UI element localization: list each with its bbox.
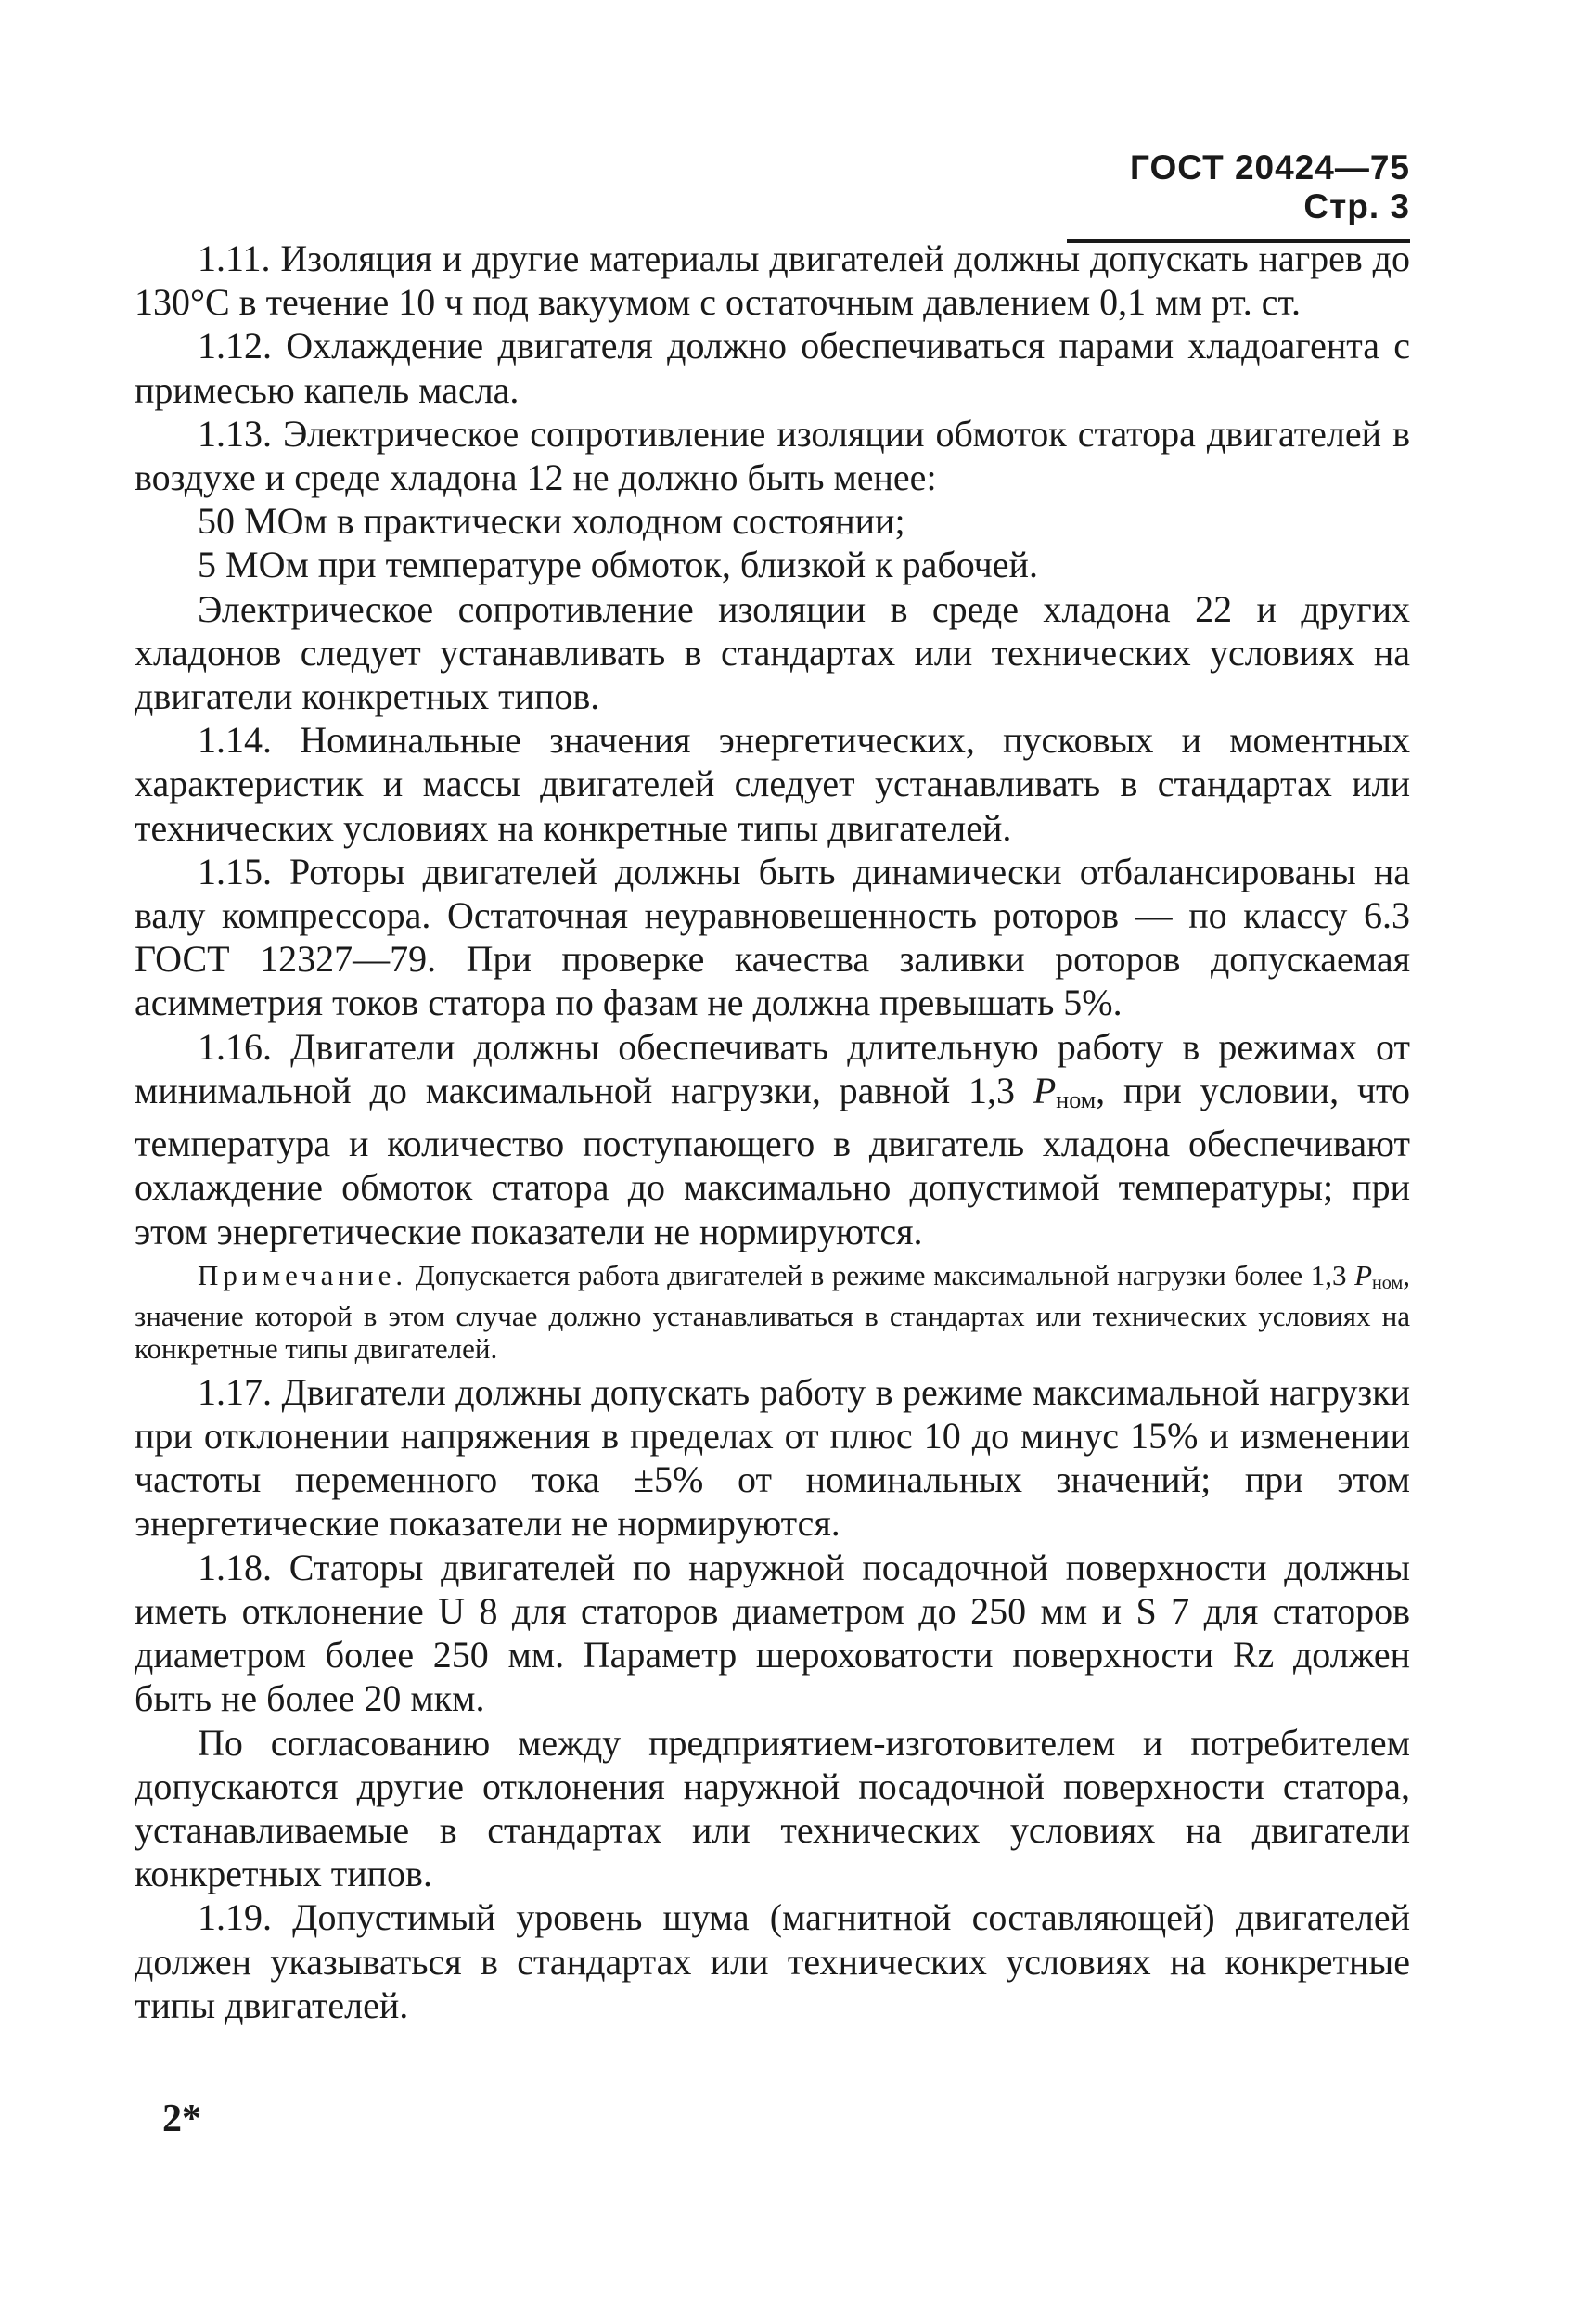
page-header: ГОСТ 20424—75 Стр. 3 [1067, 148, 1410, 243]
clause-1-13-extra: Электрическое сопротивление изоляции в среде хладона 22 и других хладонов следует устанавливать в стандартах или технических условиях на двигатели конкретных типов. [135, 587, 1410, 718]
note-p-nom-symbol: P [1354, 1258, 1373, 1291]
clause-1-13-item-1: 50 МОм в практически холодном состоянии; [198, 500, 905, 543]
note-text-a: Допускается работа двигателей в режиме максимальной нагрузки более 1,3 [407, 1258, 1355, 1291]
document-body [135, 237, 1410, 2027]
clause-1-16-text-b: , при условии, что температура и количество поступающего в двигатель хладона обеспечивают охлаждение обмоток статора до максимально допустимой температуры; при этом энергетические показатели не нормируются. [135, 1069, 1411, 1252]
note-label: Примечание. [198, 1258, 408, 1291]
clause-1-17: 1.17. Двигатели должны допускать работу в режиме максимальной нагрузки при отклонении напряжения в пределах от плюс 10 до минус 15% и изменении частоты переменного тока ±5% от номинальных значений; при этом энергетические показатели не нормируются. [135, 1370, 1410, 1545]
clause-1-12: 1.12. Охлаждение двигателя должно обеспечиваться парами хладоагента с примесью капель масла. [135, 325, 1410, 411]
clause-1-11: 1.11. Изоляция и другие материалы двигателей должны допускать нагрев до 130°С в течение 10 ч под вакуумом с остаточным давлением 0,1 мм рт. ст. [135, 238, 1410, 324]
clause-1-13: 1.13. Электрическое сопротивление изоляции обмоток статора двигателей в воздухе и среде хладона 12 не должно быть менее: [135, 412, 1410, 499]
clause-1-13-item-2: 5 МОм при температуре обмоток, близкой к рабочей. [198, 544, 1038, 586]
note-text-b: , значение которой в этом случае должно устанавливаться в стандартах или технических условиях на конкретные типы двигателей. [135, 1258, 1410, 1365]
page-signature: 2* [162, 2098, 201, 2140]
clause-1-19: 1.19. Допустимый уровень шума (магнитной составляющей) двигателей должен указываться в стандартах или технических условиях на конкретные типы двигателей. [135, 1896, 1410, 2026]
clause-1-18-extra: По согласованию между предприятием-изготовителем и потребителем допускаются другие отклонения наружной посадочной поверхности статора, устанавливаемые в стандартах или технических условиях на двигатели конкретных типов. [135, 1721, 1410, 1895]
clause-1-18: 1.18. Статоры двигателей по наружной посадочной поверхности должны иметь отклонение U 8 для статоров диаметром до 250 мм и S 7 для статоров диаметром более 250 мм. Параметр шероховатости поверхности Rz должен быть не более 20 мкм. [135, 1546, 1410, 1720]
clause-1-15: 1.15. Роторы двигателей должны быть динамически отбалансированы на валу компрессора. Остаточная неуравновешенность роторов — по классу 6.3 ГОСТ 12327—79. При проверке качества заливки роторов допускаемая асимметрия токов статора по фазам не должна превышать 5%. [135, 850, 1410, 1024]
note [135, 1259, 1410, 1365]
note-p-nom-subscript: ном [1372, 1272, 1404, 1293]
p-nom-subscript: ном [1056, 1086, 1097, 1114]
p-nom-symbol: P [1033, 1069, 1057, 1111]
clause-1-16-text-a: 1.16. Двигатели должны обеспечивать длительную работу в режимах от минимальной до максимальной нагрузки, равной 1,3 [135, 1025, 1410, 1111]
clause-1-14: 1.14. Номинальные значения энергетических, пусковых и моментных характеристик и массы двигателей следует устанавливать в стандартах или технических условиях на конкретные типы двигателей. [135, 719, 1410, 849]
clause-1-16 [135, 1025, 1410, 1253]
